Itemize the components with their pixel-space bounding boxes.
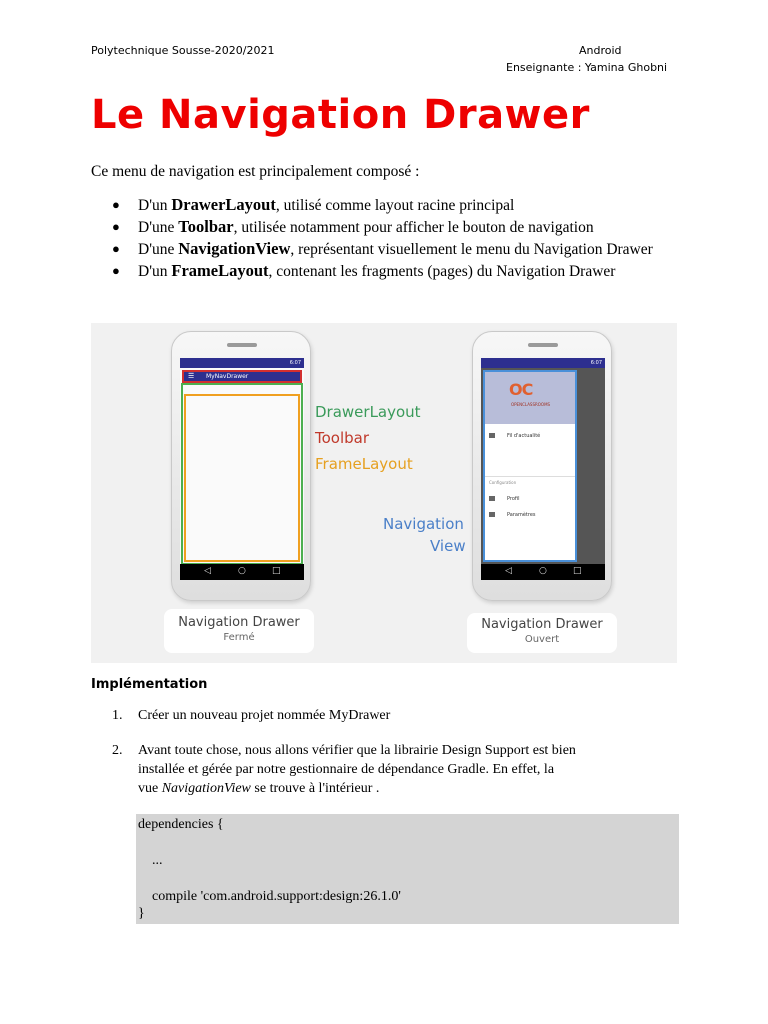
header-institution: Polytechnique Sousse-2020/2021 (91, 44, 275, 57)
bullet-text: , représentant visuellement le menu du Navigation Drawer (290, 241, 653, 258)
page-title: Le Navigation Drawer (91, 92, 590, 138)
drawer-divider (485, 476, 575, 477)
section-heading: Implémentation (91, 677, 208, 692)
feed-icon (489, 433, 495, 438)
phone-speaker (528, 343, 558, 347)
settings-icon (489, 512, 495, 517)
bullet-icon: ● (112, 197, 120, 212)
menu-icon: ☰ (188, 372, 195, 380)
label-toolbar: Toolbar (315, 429, 370, 447)
toolbar-mock (182, 370, 302, 383)
back-icon: ◁ (204, 566, 211, 576)
drawer-item-feed (489, 433, 540, 439)
list-item (112, 261, 682, 282)
status-bar: 6:07 (481, 358, 605, 368)
step-line (138, 779, 658, 798)
navigation-drawer-figure (91, 323, 677, 663)
step-number: 1. (112, 708, 123, 723)
step-line: Avant toute chose, nous allons vérifier que la librairie Design Support est bien (138, 743, 576, 758)
phone-closed (171, 331, 311, 601)
caption-title: Navigation Drawer (178, 615, 300, 630)
status-bar: 6:07 (180, 358, 304, 368)
phone-screen (180, 358, 304, 580)
bullet-text: , utilisée notamment pour afficher le bouton de navigation (233, 219, 594, 236)
bullet-term: FrameLayout (171, 261, 269, 280)
code-line: ... (138, 853, 163, 868)
openclassrooms-logo: OC (509, 380, 533, 399)
code-line: } (138, 906, 145, 921)
list-item (112, 195, 682, 216)
caption-title: Navigation Drawer (481, 617, 603, 632)
step-number: 2. (112, 743, 123, 758)
drawer-item-label: Paramètres (507, 512, 536, 518)
label-drawer-layout: DrawerLayout (315, 403, 421, 421)
list-item (112, 217, 682, 238)
caption-closed (164, 609, 314, 653)
phone-speaker (227, 343, 257, 347)
bullet-term: DrawerLayout (171, 195, 276, 214)
header-teacher: Enseignante : Yamina Ghobni (506, 61, 668, 74)
intro-paragraph: Ce menu de navigation est principalement composé : (91, 163, 420, 180)
bullet-prefix: D'un (138, 263, 172, 280)
navigation-view-term: NavigationView (161, 781, 251, 796)
navigation-view-mock (483, 370, 577, 562)
drawer-item-settings (489, 512, 536, 518)
bullet-term: Toolbar (178, 217, 234, 236)
bullet-prefix: D'une (138, 241, 179, 258)
home-icon: ○ (539, 566, 547, 576)
caption-open (467, 613, 617, 653)
label-navigation-view: Navigation (383, 515, 464, 533)
bullet-text: , contenant les fragments (pages) du Navigation Drawer (268, 263, 616, 280)
caption-state: Fermé (223, 632, 255, 643)
recents-icon: □ (272, 566, 281, 576)
drawer-item-label: Fil d'actualité (507, 433, 541, 439)
step-line-rest: se trouve à l'intérieur . (250, 781, 380, 796)
step-line-prefix: vue (138, 781, 162, 796)
toolbar-title: MyNavDrawer (206, 373, 249, 380)
logo-text: OPENCLASSROOMS (511, 402, 551, 407)
drawer-header (485, 372, 575, 424)
step-text: Créer un nouveau projet nommée MyDrawer (138, 708, 391, 723)
bullet-prefix: D'un (138, 197, 172, 214)
label-navigation-view-2: View (430, 537, 466, 555)
phone-open (472, 331, 612, 601)
frame-layout-outline (184, 394, 300, 562)
header-course: Android (579, 44, 622, 57)
bullet-text: , utilisé comme layout racine principal (275, 197, 515, 214)
bullet-prefix: D'une (138, 219, 179, 236)
recents-icon: □ (573, 566, 582, 576)
label-frame-layout: FrameLayout (315, 455, 413, 473)
component-list (112, 195, 682, 283)
list-item (112, 239, 682, 260)
step-text (138, 741, 658, 798)
bullet-icon: ● (112, 241, 120, 256)
drawer-item-label: Profil (507, 496, 520, 502)
home-icon: ○ (238, 566, 246, 576)
back-icon: ◁ (505, 566, 512, 576)
code-line: compile 'com.android.support:design:26.1.0' (138, 889, 401, 904)
code-block (136, 814, 679, 924)
code-line: dependencies { (138, 817, 224, 832)
bullet-icon: ● (112, 263, 120, 278)
drawer-item-profile (489, 496, 519, 502)
profile-icon (489, 496, 495, 501)
android-nav-bar (481, 564, 605, 580)
android-nav-bar (180, 564, 304, 580)
step-line: installée et gérée par notre gestionnaire de dépendance Gradle. En effet, la (138, 762, 555, 777)
bullet-icon: ● (112, 219, 120, 234)
drawer-section-title: Configuration (489, 480, 517, 485)
caption-state: Ouvert (524, 634, 560, 645)
bullet-term: NavigationView (178, 239, 291, 258)
phone-screen (481, 358, 605, 580)
